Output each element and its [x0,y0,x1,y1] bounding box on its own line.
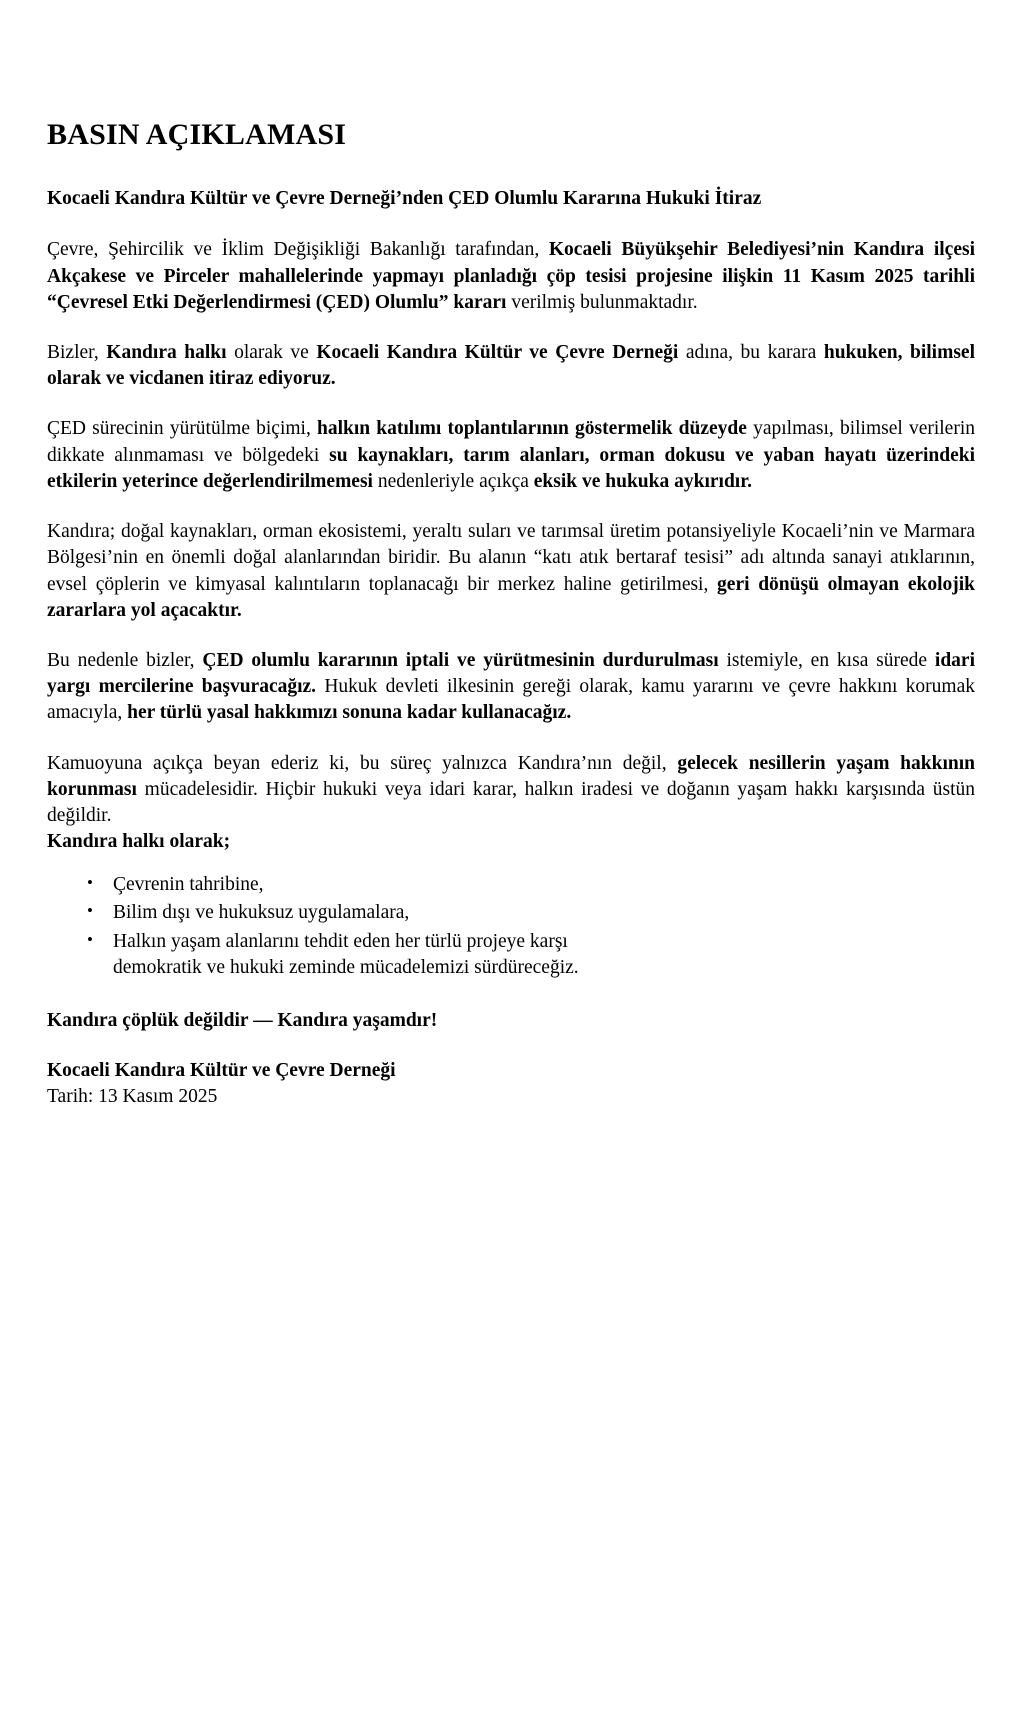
paragraph-3 [47,416,975,495]
paragraph-1 [47,237,975,316]
emphasis-run: halkın katılımı toplantılarının göstermelik düzeyde [317,418,747,440]
list-heading: Kandıra halkı olarak; [47,831,231,853]
emphasis-run: hukuken, bilimsel olarak ve vicdanen itiraz ediyoruz. [47,341,975,390]
text-run: nedenleriyle açıkça [372,470,534,492]
list-item-line-2: demokratik ve hukuki zeminde mücadelemizi sürdüreceğiz. [113,957,579,979]
page-title: BASIN AÇIKLAMASI [47,118,347,151]
signature-date: Tarih: 13 Kasım 2025 [47,1086,218,1108]
text-run: verilmiş bulunmaktadır. [506,291,698,313]
emphasis-run: Kandıra halkı [106,341,227,363]
list-item-line-1: Çevrenin tahribine, [113,873,264,895]
text-run: Bu nedenle bizler, [47,649,203,671]
emphasis-run: gelecek nesillerin yaşam hakkının korunması [47,752,975,800]
text-run: ÇED sürecinin yürütülme biçimi, [47,418,318,440]
paragraph-5 [47,648,975,727]
slogan-text: Kandıra çöplük değildir — Kandıra yaşamdır! [47,1009,438,1031]
document-subtitle: Kocaeli Kandıra Kültür ve Çevre Derneği’nden ÇED Olumlu Kararına Hukuki İtiraz [47,187,762,209]
text-run: istemiyle, en kısa sürede [718,649,935,671]
text-run: Hukuk devleti ilkesinin gereği olarak, kamu yararını ve çevre hakkını korumak amacıyla, [47,676,975,724]
emphasis-run: eksik ve hukuka aykırıdır. [533,470,752,492]
text-run: Kamuoyuna açıkça beyan ederiz ki, bu süreç yalnızca Kandıra’nın değil, [47,752,678,774]
text-run: Bizler, [47,341,107,363]
text-run: mücadelesidir. Hiçbir hukuki veya idari karar, halkın iradesi ve doğanın yaşam hakkı karşısında üstün değildir. [47,778,975,827]
emphasis-run: geri dönüşü olmayan ekolojik zararlara yol açacaktır. [47,573,975,621]
list-item-line-1: Bilim dışı ve hukuksuz uygulamalara, [113,902,410,924]
emphasis-run: su kaynakları, tarım alanları, orman dokusu ve yaban hayatı üzerindeki etkilerin yeterince değerlendirilmemesi [47,444,975,492]
text-run: adına, bu karara [678,341,824,363]
list-item [113,929,975,982]
emphasis-run: ÇED olumlu kararının iptali ve yürütmesinin durdurulması [202,649,719,671]
emphasis-run: her türlü yasal hakkımızı sonuna kadar kullanacağız. [127,702,572,724]
text-run: yapılması, bilimsel verilerin dikkate alınmaması ve bölgedeki [47,418,975,466]
text-run: olarak ve [226,341,317,363]
list-item [113,872,975,899]
paragraph-4 [47,519,975,624]
signature-organization: Kocaeli Kandıra Kültür ve Çevre Derneği [47,1059,396,1081]
emphasis-run: Kocaeli Büyükşehir Belediyesi’nin Kandıra ilçesi Akçakese ve Pirceler mahallelerinde yapmayı planladığı çöp tesisi projesine ilişkin 11 Kasım 2025 tarihli “Çevresel Etki Değerlendirmesi (ÇED) Olumlu” kararı [47,239,975,313]
paragraph-6 [47,751,975,830]
list-item [113,900,975,927]
emphasis-run: idari yargı mercilerine başvuracağız. [47,649,976,698]
list-item-line-1: Halkın yaşam alanlarını tehdit eden her türlü projeye karşı [113,930,568,952]
emphasis-run: Kocaeli Kandıra Kültür ve Çevre Derneği [316,341,679,363]
demands-list [47,872,975,982]
paragraph-2 [47,340,975,392]
text-run: Kandıra; doğal kaynakları, orman ekosistemi, yeraltı suları ve tarımsal üretim potansiyeliyle Kocaeli’nin ve Marmara Bölgesi’nin en önemli doğal alanlarından biridir. Bu alanın “katı atık bertaraf tesisi” adı altında sanayi atıklarının, evsel çöplerin ve kimyasal kalıntıların toplanacağı bir merkez haline getirilmesi, [47,521,975,595]
text-run: Çevre, Şehircilik ve İklim Değişikliği Bakanlığı tarafından, [47,239,549,261]
